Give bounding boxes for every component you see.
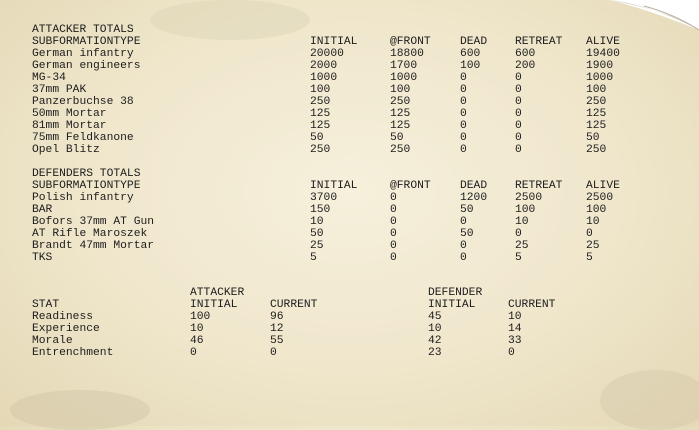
row-label: Experience: [32, 323, 100, 335]
cell-value: 0: [460, 120, 467, 132]
cell-value: 0: [460, 252, 467, 264]
row-label: AT Rifle Maroszek: [32, 228, 148, 240]
cell-value: 2500: [586, 192, 614, 204]
cell-value: 250: [310, 144, 331, 156]
attacker-table-row: [0, 96, 699, 108]
cell-value: 2500: [515, 192, 543, 204]
cell-value: 100: [586, 84, 607, 96]
cell-value: 0: [460, 72, 467, 84]
cell-value: 1700: [390, 60, 418, 72]
row-label: Readiness: [32, 311, 94, 323]
col-retreat: RETREAT: [515, 180, 563, 192]
cell-value: 600: [515, 48, 536, 60]
cell-value: 250: [390, 96, 411, 108]
cell-value: 250: [390, 144, 411, 156]
cell-value: 125: [390, 120, 411, 132]
row-label: 75mm Feldkanone: [32, 132, 134, 144]
cell-value: 100: [586, 204, 607, 216]
row-label: MG-34: [32, 72, 66, 84]
cell-value: 5: [515, 252, 522, 264]
col-subformationtype: SUBFORMATIONTYPE: [32, 36, 141, 48]
cell-value: 50: [310, 132, 324, 144]
cell-value: 150: [310, 204, 331, 216]
attacker-group-label: ATTACKER: [190, 287, 245, 299]
cell-value: 0: [460, 96, 467, 108]
cell-value: 100: [310, 84, 331, 96]
cell-value: 50: [390, 132, 404, 144]
cell-value: 0: [190, 347, 197, 359]
cell-value: 0: [586, 228, 593, 240]
cell-value: 10: [508, 311, 522, 323]
attacker-table-row: [0, 84, 699, 96]
cell-value: 3700: [310, 192, 338, 204]
cell-value: 100: [515, 204, 536, 216]
row-label: German infantry: [32, 48, 134, 60]
cell-value: 125: [310, 120, 331, 132]
row-label: Brandt 47mm Mortar: [32, 240, 155, 252]
col-alive: ALIVE: [586, 180, 620, 192]
defender-table-row: [0, 240, 699, 252]
row-label: 81mm Mortar: [32, 120, 107, 132]
cell-value: 0: [460, 108, 467, 120]
cell-value: 0: [390, 216, 397, 228]
cell-value: 0: [515, 72, 522, 84]
cell-value: 10: [515, 216, 529, 228]
stat-row: [0, 347, 699, 359]
col-stat: STAT: [32, 299, 60, 311]
cell-value: 5: [586, 252, 593, 264]
defender-table-row: [0, 216, 699, 228]
col-initial: INITIAL: [310, 36, 358, 48]
cell-value: 0: [270, 347, 277, 359]
defender-table-row: [0, 204, 699, 216]
cell-value: 2000: [310, 60, 338, 72]
attacker-table-row: [0, 60, 699, 72]
cell-value: 45: [428, 311, 442, 323]
cell-value: 46: [190, 335, 204, 347]
defender-totals-heading: DEFENDERS TOTALS: [32, 168, 141, 180]
cell-value: 0: [515, 96, 522, 108]
cell-value: 42: [428, 335, 442, 347]
cell-value: 0: [390, 240, 397, 252]
cell-value: 0: [515, 228, 522, 240]
row-label: Polish infantry: [32, 192, 134, 204]
cell-value: 25: [586, 240, 600, 252]
attacker-table-row: [0, 48, 699, 60]
defender-table-row: [0, 192, 699, 204]
cell-value: 20000: [310, 48, 344, 60]
paper-stain: [150, 0, 310, 40]
cell-value: 23: [428, 347, 442, 359]
cell-value: 0: [515, 84, 522, 96]
cell-value: 100: [390, 84, 411, 96]
attacker-table-row: [0, 72, 699, 84]
col-defender-current: CURRENT: [508, 299, 556, 311]
cell-value: 1000: [586, 72, 614, 84]
row-label: Opel Blitz: [32, 144, 100, 156]
row-label: BAR: [32, 204, 53, 216]
stat-row: [0, 323, 699, 335]
cell-value: 0: [390, 252, 397, 264]
stat-row: [0, 311, 699, 323]
cell-value: 125: [586, 120, 607, 132]
cell-value: 10: [310, 216, 324, 228]
cell-value: 50: [460, 228, 474, 240]
cell-value: 125: [586, 108, 607, 120]
cell-value: 25: [515, 240, 529, 252]
col-retreat: RETREAT: [515, 36, 563, 48]
attacker-totals-heading: ATTACKER TOTALS: [32, 24, 134, 36]
cell-value: 200: [515, 60, 536, 72]
attacker-table-row: [0, 144, 699, 156]
defender-group-label: DEFENDER: [428, 287, 483, 299]
cell-value: 25: [310, 240, 324, 252]
cell-value: 250: [586, 96, 607, 108]
col-dead: DEAD: [460, 180, 488, 192]
defender-totals-header-row: [0, 180, 699, 192]
col-attacker-current: CURRENT: [270, 299, 318, 311]
row-label: Bofors 37mm AT Gun: [32, 216, 155, 228]
cell-value: 0: [515, 144, 522, 156]
cell-value: 0: [390, 204, 397, 216]
cell-value: 50: [586, 132, 600, 144]
cell-value: 10: [190, 323, 204, 335]
cell-value: 250: [310, 96, 331, 108]
cell-value: 10: [586, 216, 600, 228]
cell-value: 0: [508, 347, 515, 359]
cell-value: 1000: [390, 72, 418, 84]
col-front: @FRONT: [390, 36, 431, 48]
row-label: Morale: [32, 335, 73, 347]
cell-value: 12: [270, 323, 284, 335]
stat-row: [0, 335, 699, 347]
row-label: German engineers: [32, 60, 141, 72]
cell-value: 18800: [390, 48, 424, 60]
cell-value: 0: [390, 192, 397, 204]
cell-value: 0: [460, 132, 467, 144]
cell-value: 0: [460, 84, 467, 96]
col-alive: ALIVE: [586, 36, 620, 48]
cell-value: 100: [460, 60, 481, 72]
col-dead: DEAD: [460, 36, 488, 48]
cell-value: 0: [460, 216, 467, 228]
cell-value: 5: [310, 252, 317, 264]
cell-value: 250: [586, 144, 607, 156]
cell-value: 0: [515, 120, 522, 132]
stats-header-row: [0, 299, 699, 311]
col-attacker-initial: INITIAL: [190, 299, 238, 311]
cell-value: 1000: [310, 72, 338, 84]
cell-value: 50: [460, 204, 474, 216]
paper-stain: [10, 390, 150, 430]
col-front: @FRONT: [390, 180, 431, 192]
cell-value: 0: [390, 228, 397, 240]
row-label: Entrenchment: [32, 347, 114, 359]
defender-table-row: [0, 228, 699, 240]
cell-value: 100: [190, 311, 211, 323]
cell-value: 125: [310, 108, 331, 120]
cell-value: 0: [460, 240, 467, 252]
attacker-table-row: [0, 132, 699, 144]
cell-value: 0: [515, 108, 522, 120]
cell-value: 96: [270, 311, 284, 323]
stats-group-header: [0, 287, 699, 299]
cell-value: 14: [508, 323, 522, 335]
attacker-totals-header-row: [0, 36, 699, 48]
cell-value: 1900: [586, 60, 614, 72]
row-label: TKS: [32, 252, 53, 264]
cell-value: 10: [428, 323, 442, 335]
cell-value: 125: [390, 108, 411, 120]
defender-table-row: [0, 252, 699, 264]
attacker-table-row: [0, 108, 699, 120]
col-defender-initial: INITIAL: [428, 299, 476, 311]
col-subformationtype: SUBFORMATIONTYPE: [32, 180, 141, 192]
cell-value: 0: [515, 132, 522, 144]
cell-value: 0: [460, 144, 467, 156]
cell-value: 600: [460, 48, 481, 60]
cell-value: 1200: [460, 192, 488, 204]
row-label: 37mm PAK: [32, 84, 87, 96]
cell-value: 33: [508, 335, 522, 347]
paper-stain: [600, 370, 699, 430]
col-initial: INITIAL: [310, 180, 358, 192]
row-label: 50mm Mortar: [32, 108, 107, 120]
cell-value: 55: [270, 335, 284, 347]
cell-value: 50: [310, 228, 324, 240]
cell-value: 19400: [586, 48, 620, 60]
attacker-table-row: [0, 120, 699, 132]
row-label: Panzerbuchse 38: [32, 96, 134, 108]
